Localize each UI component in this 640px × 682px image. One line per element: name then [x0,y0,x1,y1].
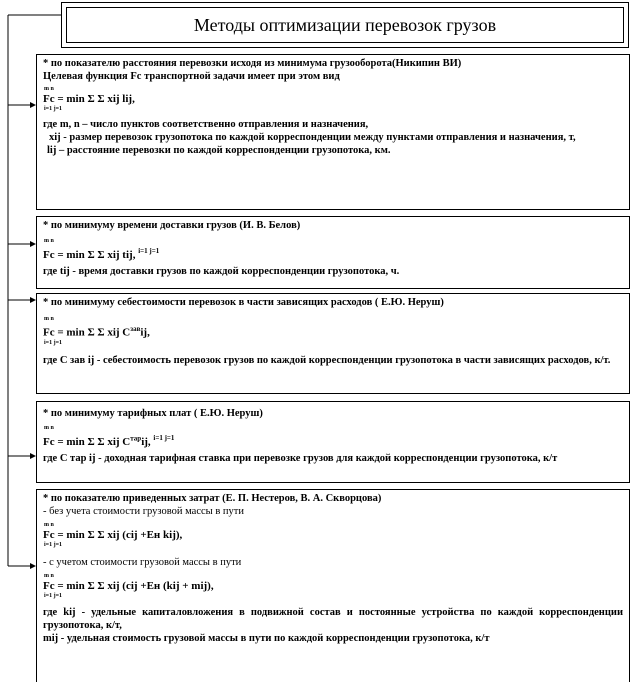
block-header: * по минимуму времени доставки грузов (И. В. Белов) [43,220,301,231]
block-header: * по показателю расстояния перевозки исходя из минимума грузооборота(Никипин ВИ) [43,58,462,69]
note-line: где kij - удельные капиталовложения в подвижной состав и постоянные устройства по каждой корреспонденции грузопотока, к/т, [43,607,623,631]
sum-limits-inline: i=1 j=1 [138,247,160,255]
formula-tail: ij, [140,326,150,339]
formula-superscript: зав [130,325,141,333]
sub-heading: - с учетом стоимости грузовой массы в пути [43,557,242,568]
method-block-cost [36,293,630,394]
formula-superscript: тар [130,434,142,443]
objective-formula: Fc = min Σ Σ xij (cij +Ен kij), [43,529,183,541]
objective-formula [43,432,623,449]
sum-limits-top: m n [44,316,54,322]
method-block-reduced-costs [36,489,630,682]
objective-formula: Fc = min Σ Σ xij lij, [43,93,135,105]
note-line: mij - удельная стоимость грузовой массы в пути по каждой корреспонденции грузопотока, к/т [43,633,490,644]
sum-limits-bottom: i=1 j=1 [44,593,63,599]
sum-limits-inline: i=1 j=1 [153,434,175,442]
note-line: xij - размер перевозок грузопотока по каждой корреспонденции между пунктами отправления и назначения, т, [49,132,576,143]
sum-limits-bottom: i=1 j=1 [44,339,63,346]
note-line: где C зав ij - себестоимость перевозок грузов по каждой корреспонденции грузопотока в части зависящих расходов, к/т. [43,354,611,366]
sum-limits-bottom: i=1 j=1 [44,542,63,548]
objective-formula: Fc = min Σ Σ xij (cij +Ен (kij + mij), [43,580,214,592]
title-box [61,2,629,48]
formula-text: Fc = min Σ Σ xij tij, [43,249,136,261]
method-block-tariff [36,401,630,483]
method-block-delivery-time [36,216,630,289]
note-line: где tij - время доставки грузов по каждой корреспонденции грузопотока, ч. [43,266,400,277]
objective-formula [43,245,623,262]
diagram-title: Методы оптимизации перевозок грузов [66,7,624,43]
sum-limits-top: m n [44,86,54,92]
block-header: * по минимуму себестоимости перевозок в части зависящих расходов ( Е.Ю. Неруш) [43,297,444,308]
sum-limits-bottom: i=1 j=1 [44,106,63,112]
sub-heading: - без учета стоимости грузовой массы в пути [43,506,244,517]
formula-text: Fc = min Σ Σ xij C [43,326,131,339]
block-header: * по показателю приведенных затрат (Е. П. Нестеров, В. А. Скворцова) [43,493,382,504]
note-line: где C тар ij - доходная тарифная ставка при перевозке грузов для каждой корреспонденции грузопотока, к/т [43,453,558,464]
note-line: lij – расстояние перевозки по каждой корреспонденции грузопотока, км. [47,145,391,156]
sum-limits-top: m n [44,522,54,528]
note-line: где m, n – число пунктов соответственно отправления и назначения, [43,119,369,130]
formula-tail: ij, [141,436,151,448]
sum-limits-top: m n [44,573,54,579]
sum-limits-top: m n [44,425,54,431]
objective-formula [43,323,623,340]
sum-limits-top: m n [44,238,54,244]
method-block-distance [36,54,630,210]
block-header: * по минимуму тарифных плат ( Е.Ю. Неруш) [43,408,263,419]
formula-text: Fc = min Σ Σ xij C [43,436,131,448]
block-intro: Целевая функция Fc транспортной задачи имеет при этом вид [43,71,340,82]
